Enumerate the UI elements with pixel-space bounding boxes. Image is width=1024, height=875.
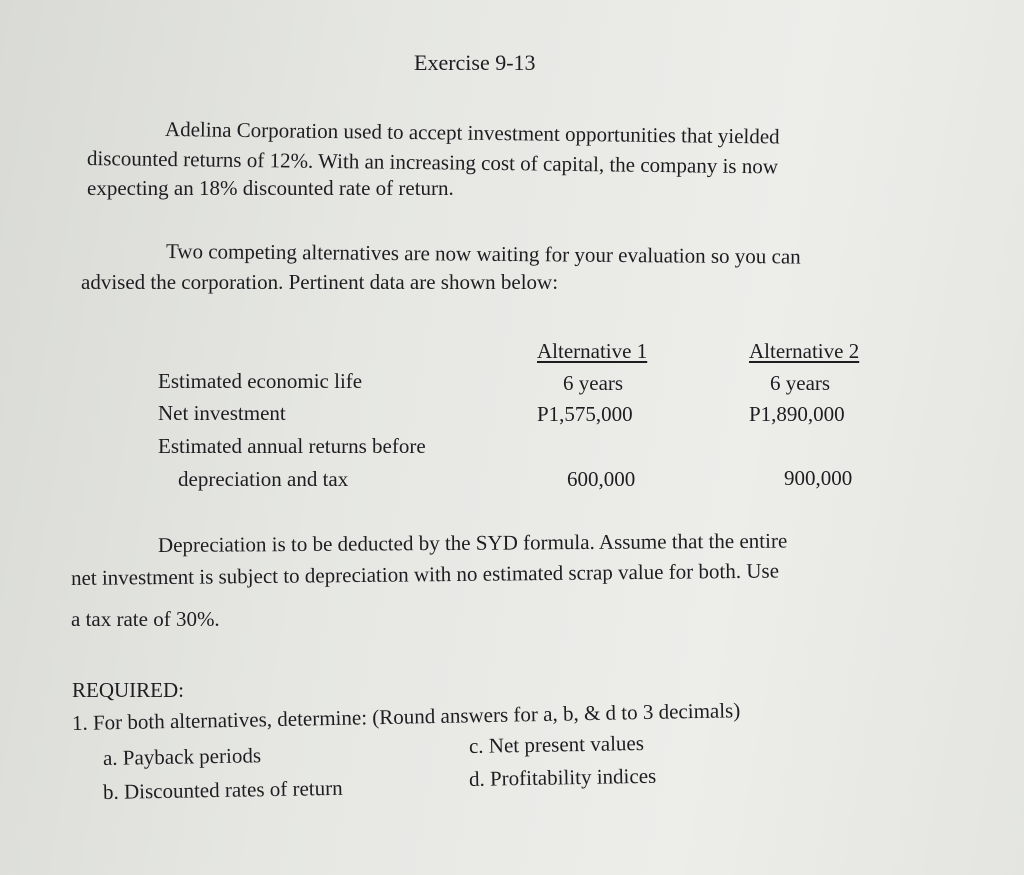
row-economic-life-alt1: 6 years <box>563 371 624 395</box>
row-net-investment-label: Net investment <box>158 401 286 425</box>
intro-line-1: Adelina Corporation used to accept investment opportunities that yielded <box>164 117 780 149</box>
required-item-1: 1. For both alternatives, determine: (Round answers for a, b, & d to 3 decimals) <box>71 698 741 735</box>
para3-line-1: Depreciation is to be deducted by the SYD formula. Assume that the entire <box>157 528 788 557</box>
row-economic-life-alt2: 6 years <box>770 371 831 395</box>
para3-line-2: net investment is subject to depreciation with no estimated scrap value for both. Use <box>70 558 780 590</box>
para2-line-2: advised the corporation. Pertinent data are shown below: <box>81 270 559 294</box>
required-item-d: d. Profitability indices <box>468 763 657 791</box>
para3-line-3: a tax rate of 30%. <box>71 607 220 631</box>
required-item-c: c. Net present values <box>468 730 645 758</box>
row-annual-returns-alt1: 600,000 <box>567 467 636 491</box>
required-item-b: b. Discounted rates of return <box>102 775 343 804</box>
exercise-title: Exercise 9-13 <box>414 50 536 75</box>
required-heading: REQUIRED: <box>72 678 184 702</box>
intro-line-3: expecting an 18% discounted rate of return. <box>87 176 454 200</box>
row-economic-life-label: Estimated economic life <box>158 369 363 393</box>
para2-line-1: Two competing alternatives are now waiting for your evaluation so you can <box>165 239 801 269</box>
row-annual-returns-label-2: depreciation and tax <box>178 467 349 491</box>
required-item-a: a. Payback periods <box>102 743 262 770</box>
row-annual-returns-label: Estimated annual returns before <box>158 434 426 458</box>
row-net-investment-alt1: P1,575,000 <box>537 402 633 426</box>
table-header-alt1: Alternative 1 <box>537 339 648 363</box>
row-annual-returns-alt2: 900,000 <box>784 466 853 490</box>
row-net-investment-alt2: P1,890,000 <box>749 402 845 426</box>
table-header-alt2: Alternative 2 <box>749 339 860 363</box>
intro-line-2: discounted returns of 12%. With an increasing cost of capital, the company is now <box>86 146 779 179</box>
